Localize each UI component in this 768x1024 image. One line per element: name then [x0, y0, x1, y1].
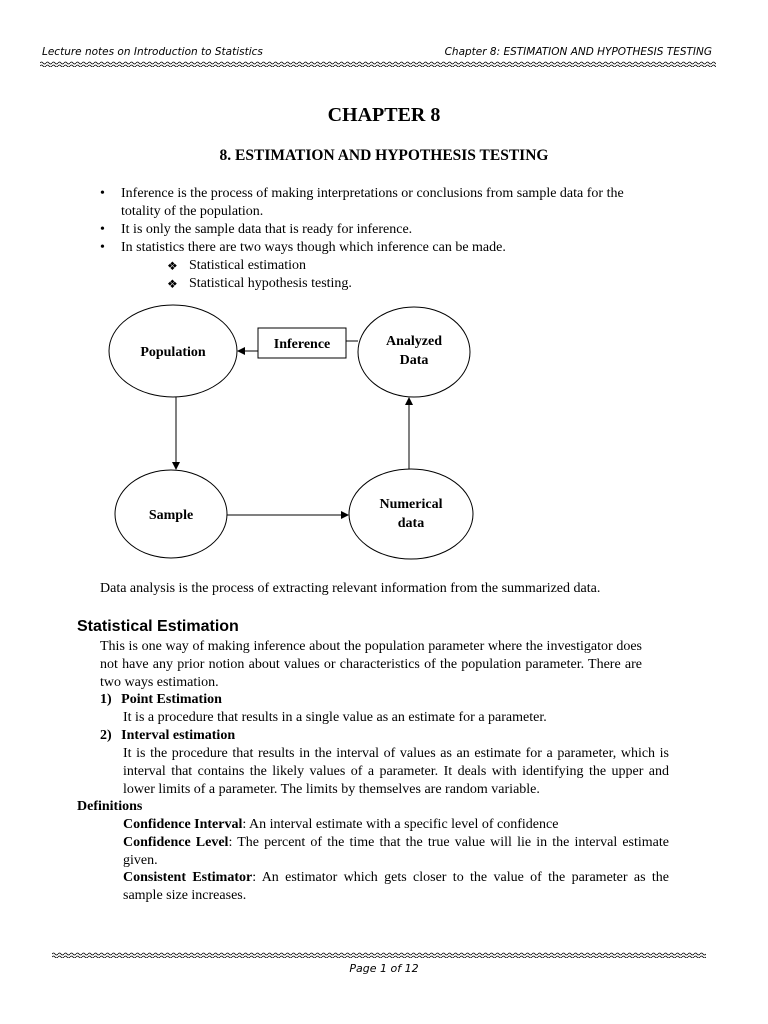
header-wavy-divider [40, 61, 716, 67]
interval-estimation-text: It is the procedure that results in the interval of values as an estimate for a parameter, which is interval that contains the likely values of a parameter. It deals with identifying the upper and lower limits of a parameter. The limits by themselves are random variable. [123, 746, 669, 797]
statistical-estimation-heading: Statistical Estimation [77, 618, 239, 635]
bullet-icon: • [100, 222, 105, 237]
list-item: • It is only the sample data that is ready for inference. [100, 222, 413, 237]
definitions-heading: Definitions [77, 799, 143, 814]
intro-bullet-list [100, 185, 670, 293]
diamond-bullet-icon: ❖ [167, 259, 178, 273]
bullet-icon: • [100, 186, 105, 201]
numerical-data-node [349, 469, 473, 559]
sub-bullet-list [121, 257, 670, 293]
definition-confidence-level: Confidence Level: The percent of the time that the true value will lie in the interval estimate given. [123, 835, 669, 868]
list-item: • Inference is the process of making interpretations or conclusions from sample data for the totality of the population. [100, 186, 624, 219]
list-item: ❖ Statistical hypothesis testing. [167, 276, 352, 291]
running-header-right: Chapter 8: ESTIMATION AND HYPOTHESIS TESTING [444, 46, 712, 58]
list-item: ❖ Statistical estimation [167, 258, 307, 273]
section-title: 8. ESTIMATION AND HYPOTHESIS TESTING [219, 147, 549, 164]
sample-label: Sample [148, 508, 194, 523]
inference-label: Inference [273, 337, 331, 352]
analyzed-data-label-line2: Data [399, 353, 429, 368]
footer-wavy-divider [52, 952, 706, 958]
interval-estimation-heading: 2) Interval estimation [100, 728, 236, 743]
estimation-intro-paragraph: This is one way of making inference about the population parameter where the investigator does not have any prior notion about values or characteristics of the population parameter. There are two ways estimation. [100, 639, 642, 690]
list-item: • In statistics there are two ways though which inference can be made. ❖ Statistical estimation ❖ Statistical hypothesis testing. [100, 239, 670, 293]
running-header-left: Lecture notes on Introduction to Statistics [42, 46, 263, 58]
data-analysis-sentence: Data analysis is the process of extracting relevant information from the summarized data. [100, 581, 601, 596]
diamond-bullet-icon: ❖ [167, 277, 178, 291]
numerical-data-label-line1: Numerical [379, 497, 443, 512]
inference-flow-diagram [0, 300, 768, 570]
population-label: Population [140, 345, 206, 360]
page-number: Page 1 of 12 [349, 962, 419, 975]
analyzed-data-node [358, 307, 470, 397]
point-estimation-text: It is a procedure that results in a single value as an estimate for a parameter. [123, 710, 547, 725]
chapter-title: CHAPTER 8 [327, 104, 441, 126]
definition-confidence-interval: Confidence Interval: An interval estimate with a specific level of confidence [123, 817, 559, 832]
numerical-data-label-line2: data [397, 516, 425, 531]
bullet-icon: • [100, 240, 105, 255]
point-estimation-heading: 1) Point Estimation [100, 692, 222, 707]
definition-consistent-estimator: Consistent Estimator: An estimator which gets closer to the value of the parameter as the sample size increases. [123, 870, 669, 903]
analyzed-data-label-line1: Analyzed [386, 334, 442, 349]
